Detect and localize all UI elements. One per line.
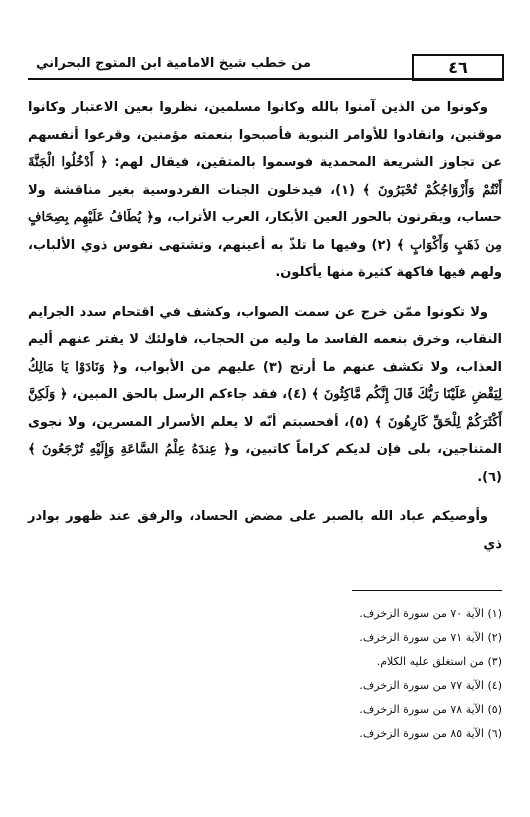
main-text xyxy=(28,94,502,558)
text-run: (١)، فيدخلون الجنات الفردوسية بغير مناقشة ولا حساب، ويقرنون بالحور العين الأبكار، العرب الأتراب، و xyxy=(28,182,502,225)
footnote: (١) الآية ٧٠ من سورة الزخرف. xyxy=(359,607,502,620)
quran-verse: ﴿ أَدْخُلُوا الْجَنَّةَ أَنْتُمْ وَأَزْوَاجُكُمْ تُحْبَرُونَ ﴾ xyxy=(28,155,502,198)
footnote-separator xyxy=(352,590,502,591)
quran-verse: ﴿ وَلَكِنَّ أَكْثَرَكُمْ لِلْحَقِّ كَارِهُونَ ﴾ xyxy=(28,387,503,430)
paragraph xyxy=(28,503,502,558)
paragraph xyxy=(28,299,502,492)
page-number: ٤٦ xyxy=(412,54,504,81)
text-run: (٢) وفيها ما تلذّ به أعينهم، وتشتهى نفوس ذوي الألباب، ولهم فيها فاكهة كثيرة منها يأكلون. xyxy=(28,237,502,280)
footnotes xyxy=(202,602,502,746)
quran-verse: ﴿ يُطَافُ عَلَيْهِم بِصِحَافٍ مِن ذَهَبٍ وَأَكْوَابٍ ﴾ xyxy=(28,210,503,253)
quran-verse: ﴿ عِندَهُ عِلْمُ السَّاعَةِ وَإِلَيْهِ تُرْجَعُونَ ﴾ xyxy=(28,442,231,457)
footnote: (٣) من استغلق عليه الكلام. xyxy=(376,655,502,668)
footnote: (٦) الآية ٨٥ من سورة الزخرف. xyxy=(359,727,502,740)
text-run: (٦). xyxy=(477,469,502,485)
running-title: من خطب شيخ الامامية ابن المتوج البحراني xyxy=(36,56,311,71)
quran-verse: ﴿ وَنَادَوْا يَا مَالِكُ لِيَقْضِ عَلَيْنَا رَبُّكَ قَالَ إِنَّكُم مَّاكِثُونَ ﴾ xyxy=(28,359,503,402)
paragraph xyxy=(28,94,502,287)
footnote: (٤) الآية ٧٧ من سورة الزخرف. xyxy=(359,679,502,692)
footnote: (٥) الآية ٧٨ من سورة الزخرف. xyxy=(359,703,502,716)
text-run: ولا تكونوا ممّن خرج عن سمت الصواب، وكشف في اقتحام سدد الجرايم النقاب، وخرق بنعمه الفاسد ما وليه من الحجاب، فاولئك لا يفتر عنهم أليم العذاب، ولا تكشف عنهم ما أرتج (٣) عليهم من الأبواب، و xyxy=(28,304,502,375)
header-rule xyxy=(28,78,414,80)
running-header xyxy=(28,54,504,82)
text-run: (٥)، أفحسبتم أنّه لا يعلم الأسرار المسرين، ولا نجوى المتناجين، بلى فإن لديكم كراماً كاتبين، و xyxy=(28,414,502,457)
footnote: (٢) الآية ٧١ من سورة الزخرف. xyxy=(359,631,502,644)
text-run: وكونوا من الذين آمنوا بالله وكانوا مسلمين، نظروا بعين الاعتبار وكانوا موقنين، وانقادوا للأوامر النبوية فأصبحوا بنعمته مؤمنين، وقرعوا أنفسهم عن تجاوز الشريعة المحمدية فوسموا بالمتقين، فيقال لهم: xyxy=(28,100,502,170)
text-run: (٤)، فقد جاءكم الرسل بالحق المبين، xyxy=(67,387,312,402)
text-run: وأوصيكم عباد الله بالصبر على مضض الحساد، والرفق عند ظهور بوادر ذي xyxy=(28,509,502,552)
